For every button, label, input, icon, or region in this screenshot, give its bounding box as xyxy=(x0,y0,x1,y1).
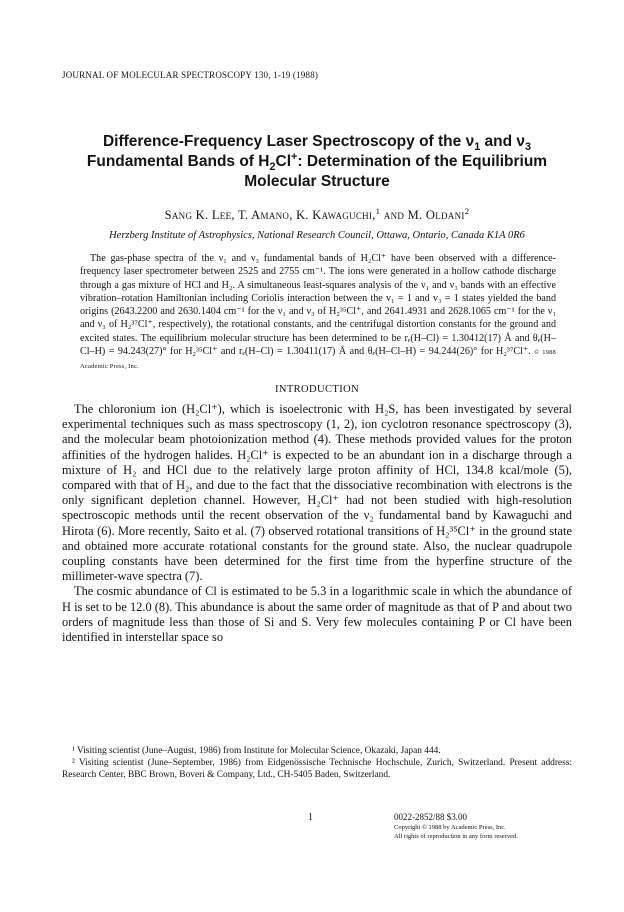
rights-line: All rights of reproduction in any form reserved. xyxy=(394,833,518,840)
title-part3: Cl xyxy=(275,153,292,170)
footnote-2: ² Visiting scientist (June–September, 1986) from Eidgenössische Technische Hochschule, Zurich, Switzerland. Present address: Research Center, BBC Brown, Boveri & Company, Ltd., CH-5405 Baden, Switzerland. xyxy=(62,758,572,780)
journal-header: JOURNAL OF MOLECULAR SPECTROSCOPY 130, 1-19 (1988) xyxy=(62,70,319,80)
affiliation: Herzberg Institute of Astrophysics, National Research Council, Ottawa, Ontario, Canada K1A 0R6 xyxy=(109,230,525,241)
footnotes xyxy=(62,745,572,781)
author-footnote-1: 1 xyxy=(375,205,381,216)
title-part4: : Determination of the Equilibrium Molecular Structure xyxy=(244,153,548,190)
title-plus: + xyxy=(291,150,298,163)
abstract-paragraph xyxy=(80,252,556,374)
page-number: 1 xyxy=(308,812,313,823)
footnote-1: ¹ Visiting scientist (June–August, 1986) from Institute for Molecular Science, Okazaki, Japan 444. xyxy=(72,746,441,756)
title-h-sub: 2 xyxy=(269,161,276,174)
abstract-text: The gas-phase spectra of the ν₁ and ν₃ fundamental bands of H₂Cl⁺ have been observed with a difference-frequency laser spectrometer between 2525 and 2755 cm⁻¹. The ions were generated in a hollow cathode discharge through a gas mixture of HCl and H₂. A simultaneous least-squares analysis of the ν₁ and ν₃ bands with an effective vibration–rotation Hamiltonian including Coriolis interaction between the v₁ = 1 and v₃ = 1 states yielded the band origins (2643.2200 and 2630.1404 cm⁻¹ for the ν₁ and ν₃ of H₂³⁵Cl⁺, and 2641.4931 and 2628.1065 cm⁻¹ for the ν₁ and ν₃ of H₂³⁷Cl⁺, respectively), the rotational constants, and the centrifugal distortion constants for the ground and excited states. The equilibrium molecular structure has been determined to be rₑ(H–Cl) = 1.30412(17) Å and θₑ(H–Cl–H) = 94.243(27)° for H₂³⁵Cl⁺ and rₑ(H–Cl) = 1.30411(17) Å and θₑ(H–Cl–H) = 94.244(26)° for H₂³⁷Cl⁺. xyxy=(80,253,556,358)
title-nu3: ν xyxy=(516,133,526,150)
section-heading: INTRODUCTION xyxy=(274,384,360,395)
title-sub3: 3 xyxy=(525,141,532,154)
abstract xyxy=(80,252,556,374)
title-part1: Difference-Frequency Laser Spectroscopy of the xyxy=(102,133,466,150)
price-block xyxy=(394,812,518,841)
body-paragraph-1: The chloronium ion (H₂Cl⁺), which is isoelectronic with H₂S, has been investigated by several experimental techniques such as mass spectroscopy (1, 2), ion cyclotron resonance spectroscopy (3), and the molecular beam photoionization method (4). These methods provided values for the proton affinities of the hydrogen halides. H₂Cl⁺ is expected to be an abundant ion in a discharge through a mixture of H₂ and HCl due to the relatively large proton affinity of HCl, 134.8 kcal/mole (5), compared with that of H₂, and due to the fact that the dissociative recombination with electrons is the only significant depletion channel. However, H₂Cl⁺ had not been studied with high-resolution spectroscopic methods until the recent observation of the ν₂ fundamental band by Kawaguchi and Hirota (6). More recently, Saito et al. (7) observed rotational transitions of H₂³⁵Cl⁺ in the ground state and obtained more accurate rotational constants for the ground state. Also, the nuclear quadrupole coupling constants have been determined for the first time from the hyperfine structure of the millimeter-wave spectra (7). xyxy=(62,402,572,584)
author-footnote-2: 2 xyxy=(464,205,470,216)
authors-and: and M. Oldani xyxy=(380,208,465,222)
title-part2: Fundamental Bands of H xyxy=(86,153,270,170)
article-title xyxy=(62,132,572,192)
body-paragraph-2: The cosmic abundance of Cl is estimated to be 5.3 in a logarithmic scale in which the abundance of H is set to be 12.0 (8). This abundance is about the same order of magnitude as that of P and about two orders of magnitude less than those of Si and S. Very few molecules containing P or Cl have been identified in interstellar space so xyxy=(62,584,572,645)
abstract-copyright: © 1988 Academic Press, Inc. xyxy=(80,349,556,371)
authors-text: Sang K. Lee, T. Amano, K. Kawaguchi, xyxy=(164,208,376,222)
title-and: and xyxy=(480,133,517,150)
price-code: 0022-2852/88 $3.00 xyxy=(394,812,467,822)
title-nu1: ν xyxy=(465,133,475,150)
body-text xyxy=(62,402,572,645)
author-list xyxy=(62,205,572,223)
copyright-line: Copyright © 1988 by Academic Press, Inc. xyxy=(394,824,506,831)
title-sub1: 1 xyxy=(474,141,481,154)
